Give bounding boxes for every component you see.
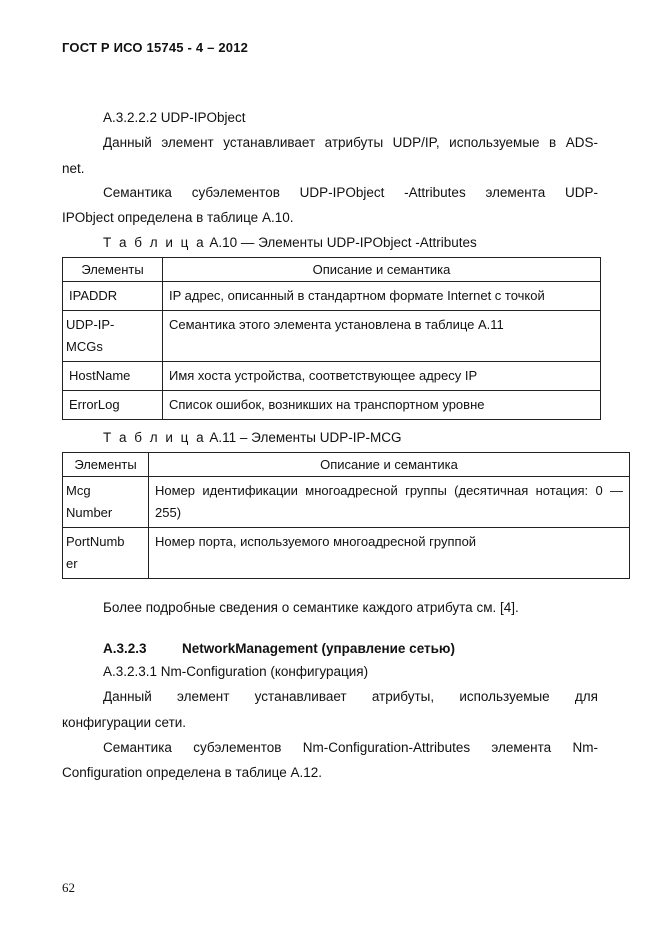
table-cell: Номер порта, используемого многоадресной группой xyxy=(149,528,630,579)
paragraph-line: Более подробные сведения о семантике каждого атрибута см. [4]. xyxy=(103,600,519,615)
paragraph-line: Семантика субэлементов UDP-IPObject -Attributes элемента UDP- xyxy=(103,185,598,200)
section-title-a323: NetworkManagement (управление сетью) xyxy=(182,641,455,656)
table-row xyxy=(63,362,601,391)
section-heading-a3231: А.3.2.3.1 Nm-Configuration (конфигурация) xyxy=(103,664,369,679)
column-header: Описание и семантика xyxy=(149,453,630,477)
section-number-a323: А.3.2.3 xyxy=(103,641,147,656)
table-cell: IP адрес, описанный в стандартном формате Internet с точкой xyxy=(163,282,601,311)
table-cell: Имя хоста устройства, соответствующее адресу IP xyxy=(163,362,601,391)
table-cell: IPADDR xyxy=(63,282,163,311)
caption-text: А.10 — Элементы UDP-IPObject -Attributes xyxy=(205,235,477,250)
column-header: Элементы xyxy=(63,453,149,477)
table-row xyxy=(63,477,630,528)
table-row xyxy=(63,391,601,420)
column-header: Описание и семантика xyxy=(163,258,601,282)
caption-prefix: Т а б л и ц а xyxy=(103,235,206,250)
table-a10-caption xyxy=(103,235,477,251)
paragraph-line: Семантика субэлементов Nm-Configuration-Attributes элемента Nm- xyxy=(103,740,598,755)
table-cell: Список ошибок, возникших на транспортном уровне xyxy=(163,391,601,420)
caption-text: А.11 – Элементы UDP-IP-MCG xyxy=(205,430,402,445)
table-cell: UDP-IP- MCGs xyxy=(63,311,163,362)
paragraph-line: net. xyxy=(62,161,85,176)
table-cell: ErrorLog xyxy=(63,391,163,420)
table-cell: HostName xyxy=(63,362,163,391)
table-row xyxy=(63,311,601,362)
section-heading-a32222: А.3.2.2.2 UDP-IPObject xyxy=(103,110,246,125)
paragraph-line: Данный элемент устанавливает атрибуты, используемые для xyxy=(103,689,598,704)
paragraph-line: IPObject определена в таблице А.10. xyxy=(62,210,294,225)
table-a11-caption xyxy=(103,430,401,446)
table-a10 xyxy=(62,257,601,420)
page-number: 62 xyxy=(62,880,75,895)
table-row xyxy=(63,528,630,579)
table-cell: PortNumb er xyxy=(63,528,149,579)
paragraph-line: Configuration определена в таблице А.12. xyxy=(62,765,322,780)
paragraph-line: конфигурации сети. xyxy=(62,715,187,730)
column-header: Элементы xyxy=(63,258,163,282)
table-cell: Номер идентификации многоадресной группы (десятичная нотация: 0 — 255) xyxy=(149,477,630,528)
paragraph-line: Данный элемент устанавливает атрибуты UDP/IP, используемые в ADS- xyxy=(103,135,598,150)
table-row xyxy=(63,282,601,311)
table-a11 xyxy=(62,452,630,579)
table-cell: Семантика этого элемента установлена в таблице А.11 xyxy=(163,311,601,362)
caption-prefix: Т а б л и ц а xyxy=(103,430,206,445)
document-header: ГОСТ Р ИСО 15745 - 4 – 2012 xyxy=(62,40,249,55)
table-cell: Mcg Number xyxy=(63,477,149,528)
